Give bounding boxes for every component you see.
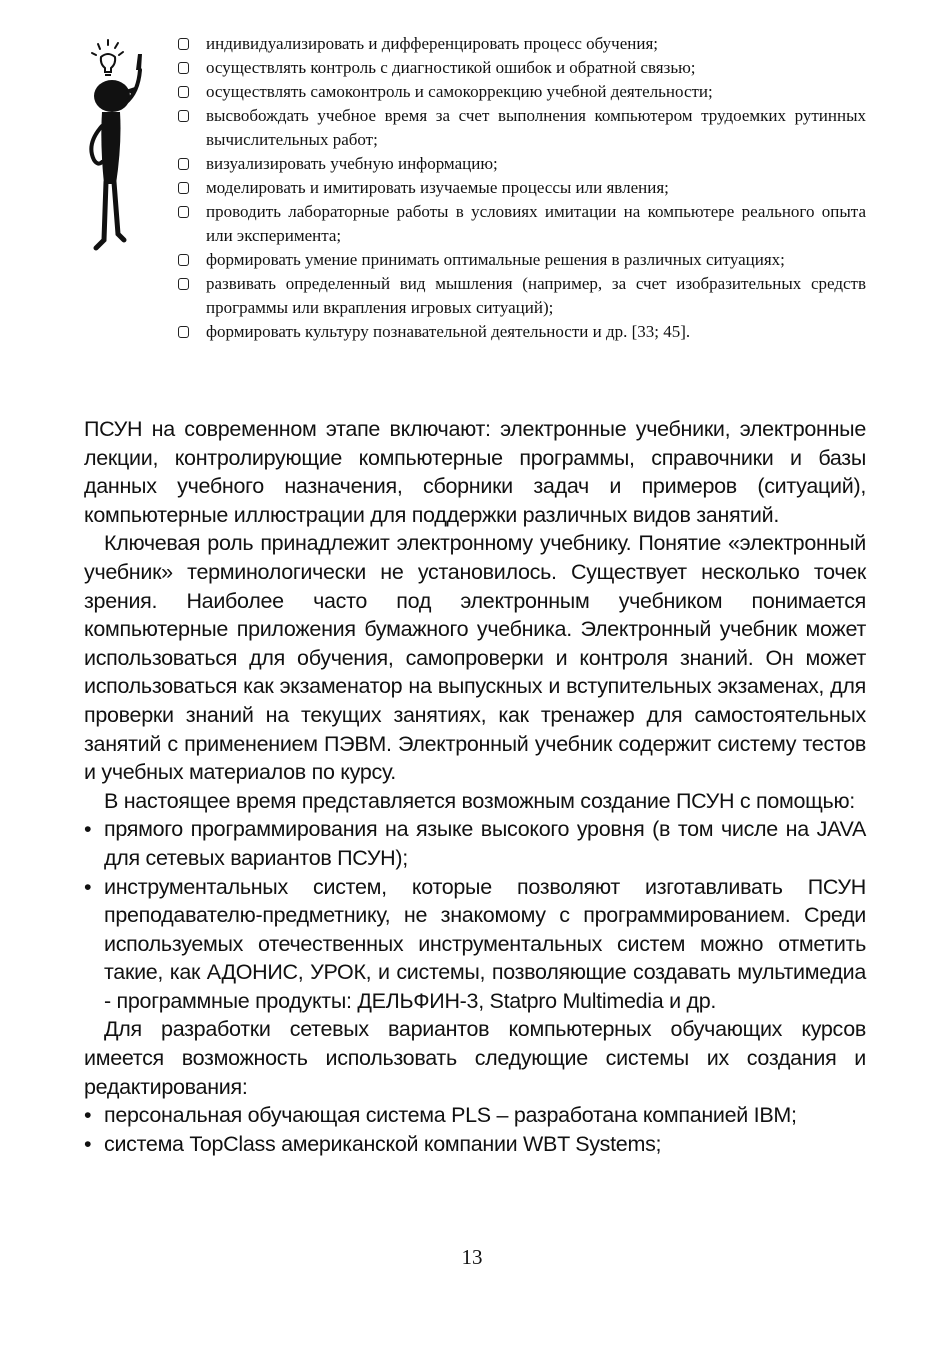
checkbox-icon <box>178 110 189 122</box>
list-item-text: развивать определенный вид мышления (например, за счет изобразительных средств программы или вкрапления игровых ситуаций); <box>206 274 866 317</box>
bullet-item <box>84 815 866 872</box>
bullet-item <box>84 1130 866 1159</box>
checkbox-list <box>176 32 866 344</box>
list-item <box>176 272 866 320</box>
list-item <box>176 248 866 272</box>
bullet-list <box>84 1101 866 1158</box>
checkbox-icon <box>178 158 189 170</box>
list-item <box>176 320 866 344</box>
checkbox-icon <box>178 86 189 98</box>
bullet-icon: • <box>84 817 92 842</box>
thinking-person-icon <box>78 34 160 256</box>
list-item <box>176 32 866 56</box>
list-item-text: визуализировать учебную информацию; <box>206 154 498 173</box>
bullet-icon: • <box>84 1103 92 1128</box>
list-item-text: индивидуализировать и дифференцировать процесс обучения; <box>206 34 659 53</box>
paragraph: Для разработки сетевых вариантов компьютерных обучающих курсов имеется возможность использовать следующие системы их создания и редактирования: <box>84 1017 866 1099</box>
list-item <box>176 80 866 104</box>
checkbox-icon <box>178 206 189 218</box>
checkbox-icon <box>178 182 189 194</box>
paragraph: ПСУН на современном этапе включают: электронные учебники, электронные лекции, контролирующие компьютерные программы, справочники и базы данных учебного назначения, сборники задач и примеров (ситуаций), компьютерные иллюстрации для поддержки различных видов занятий. <box>84 417 866 527</box>
bullet-text: система TopClass американской компании WBT Systems; <box>104 1131 662 1156</box>
bullet-text: прямого программирования на языке высокого уровня (в том числе на JAVA для сетевых вариантов ПСУН); <box>104 817 866 870</box>
checkbox-icon <box>178 62 189 74</box>
bullet-item <box>84 1101 866 1130</box>
bullet-text: персональная обучающая система PLS – разработана компанией IBM; <box>104 1103 797 1128</box>
list-item <box>176 56 866 80</box>
paragraph: В настоящее время представляется возможным создание ПСУН с помощью: <box>104 788 855 813</box>
list-item-text: осуществлять контроль с диагностикой ошибок и обратной связью; <box>206 58 696 77</box>
checkbox-icon <box>178 254 189 266</box>
list-item <box>176 176 866 200</box>
list-item-text: проводить лабораторные работы в условиях имитации на компьютере реального опыта или эксперимента; <box>206 202 866 245</box>
list-item-text: формировать умение принимать оптимальные решения в различных ситуациях; <box>206 250 785 269</box>
page-number: 13 <box>461 1245 483 1269</box>
bullet-list <box>84 815 866 1015</box>
bullet-item <box>84 873 866 1016</box>
checkbox-icon <box>178 326 189 338</box>
bullet-text: инструментальных систем, которые позволяют изготавливать ПСУН преподавателю-предметнику, не знакомому с программированием. Среди используемых отечественных инструментальных систем можно отметить такие, как АДОНИС, УРОК, и системы, позволяющие создавать мультимедиа - программные продукты: ДЕЛЬФИН-3, Statpro Multimedia и др. <box>104 874 866 1013</box>
list-item <box>176 152 866 176</box>
checkbox-icon <box>178 278 189 290</box>
body-text <box>84 415 866 1158</box>
list-item-text: формировать культуру познавательной деятельности и др. [33; 45]. <box>206 322 691 341</box>
list-item-text: осуществлять самоконтроль и самокоррекцию учебной деятельности; <box>206 82 713 101</box>
paragraph: Ключевая роль принадлежит электронному учебнику. Понятие «электронный учебник» терминологически не установилось. Существует несколько точек зрения. Наиболее часто под электронным учебником понимается компьютерные приложения бумажного учебника. Электронный учебник может использоваться для обучения, самопроверки и контроля знаний. Он может использоваться как экзаменатор на выпускных и вступительных экзаменах, для проверки знаний на текущих занятиях, как тренажер для самостоятельных занятий с применением ПЭВМ. Электронный учебник содержит систему тестов и учебных материалов по курсу. <box>84 531 866 785</box>
list-item-text: высвобождать учебное время за счет выполнения компьютером трудоемких рутинных вычислительных работ; <box>206 106 866 149</box>
list-item-text: моделировать и имитировать изучаемые процессы или явления; <box>206 178 669 197</box>
list-item <box>176 104 866 152</box>
list-item <box>176 200 866 248</box>
checkbox-icon <box>178 38 189 50</box>
bullet-icon: • <box>84 1131 92 1156</box>
bullet-icon: • <box>84 874 92 899</box>
